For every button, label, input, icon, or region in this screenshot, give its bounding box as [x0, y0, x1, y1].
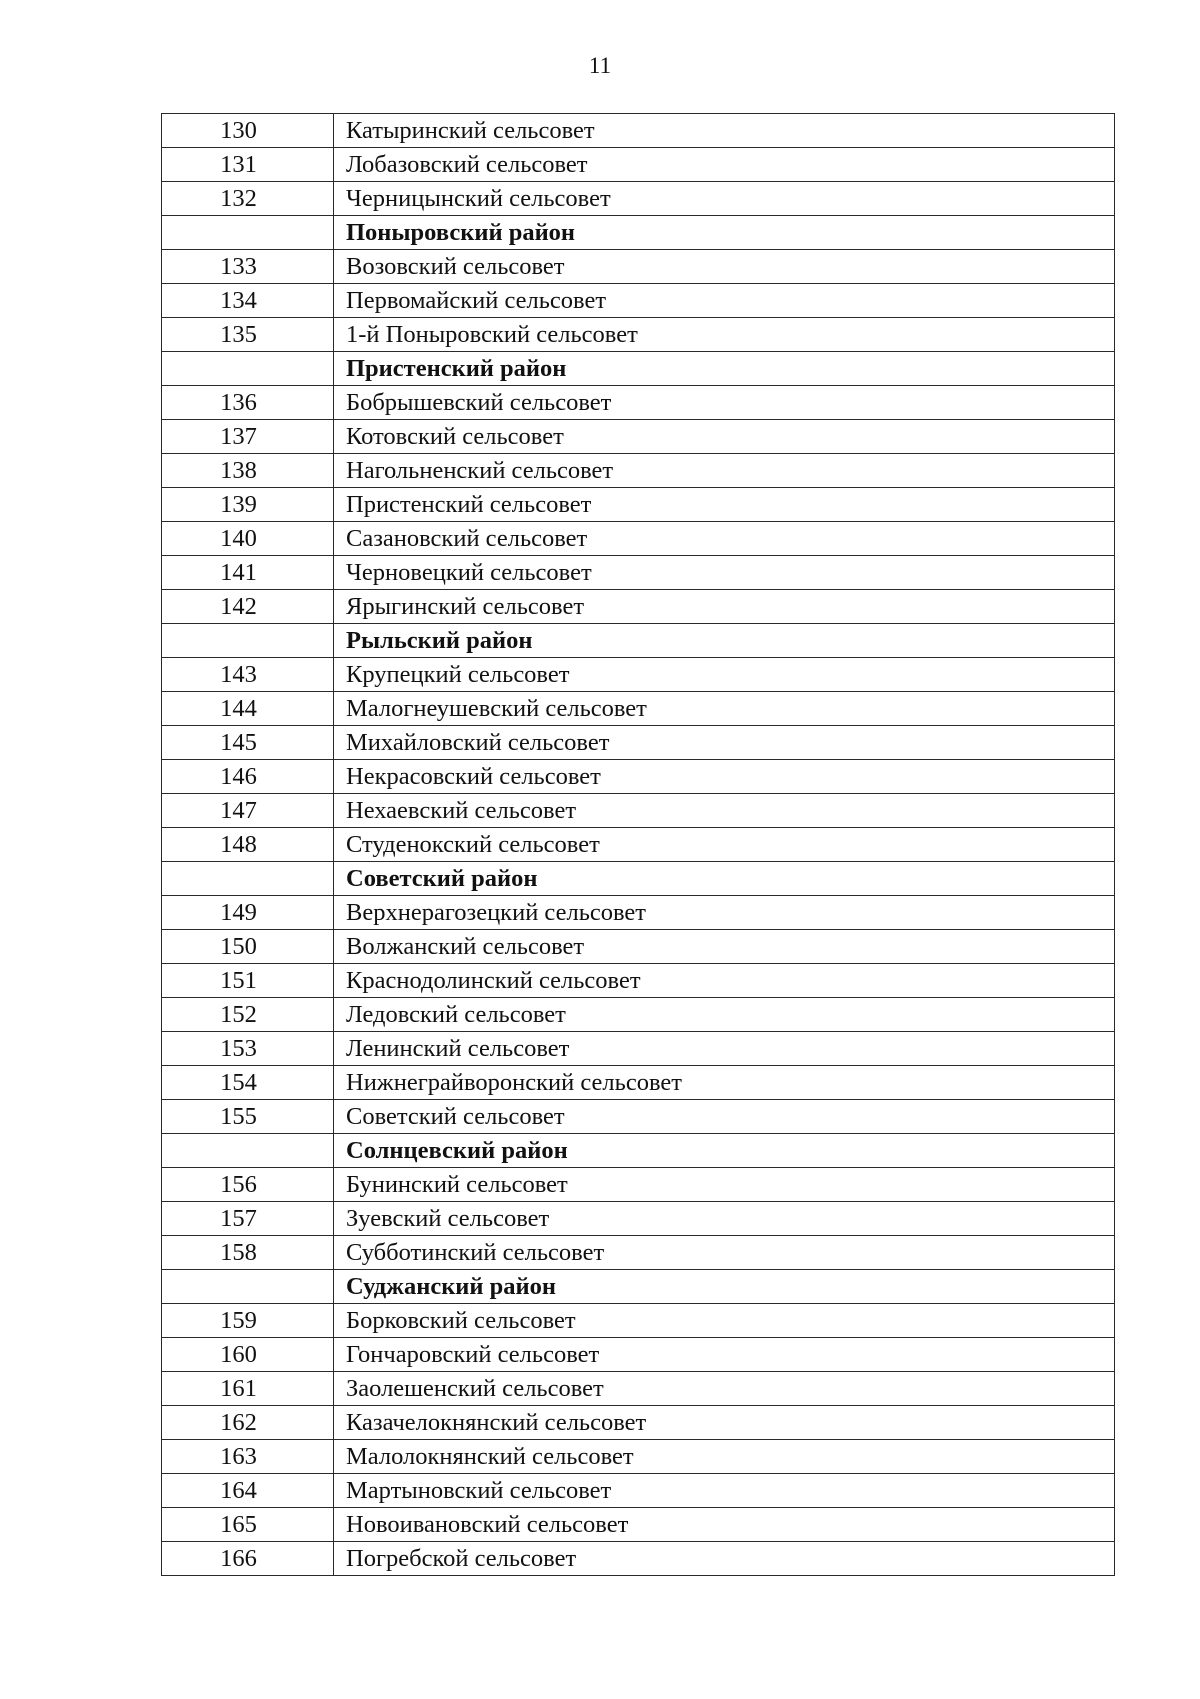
table-row [162, 1202, 1115, 1236]
table-row [162, 420, 1115, 454]
settlement-name-cell: Лобазовский сельсовет [334, 148, 1115, 182]
row-number-cell: 152 [162, 998, 334, 1032]
settlement-name-cell: Зуевский сельсовет [334, 1202, 1115, 1236]
table-row [162, 1100, 1115, 1134]
table-row [162, 1440, 1115, 1474]
row-number-cell: 163 [162, 1440, 334, 1474]
settlement-name-cell: Малолокнянский сельсовет [334, 1440, 1115, 1474]
row-number-cell: 153 [162, 1032, 334, 1066]
table-row [162, 794, 1115, 828]
settlement-name-cell: Гончаровский сельсовет [334, 1338, 1115, 1372]
row-number-cell [162, 1270, 334, 1304]
row-number-cell: 151 [162, 964, 334, 998]
row-number-cell: 166 [162, 1542, 334, 1576]
settlement-name-cell: Субботинский сельсовет [334, 1236, 1115, 1270]
table-row [162, 1032, 1115, 1066]
document-table-container [161, 113, 1114, 1576]
settlement-name-cell: Казачелокнянский сельсовет [334, 1406, 1115, 1440]
settlement-name-cell: Возовский сельсовет [334, 250, 1115, 284]
row-number-cell [162, 216, 334, 250]
row-number-cell: 134 [162, 284, 334, 318]
table-row [162, 1508, 1115, 1542]
settlement-name-cell: Нижнеграйворонский сельсовет [334, 1066, 1115, 1100]
table-row [162, 590, 1115, 624]
row-number-cell [162, 862, 334, 896]
settlement-name-cell: Бобрышевский сельсовет [334, 386, 1115, 420]
district-header-row [162, 862, 1115, 896]
table-row [162, 1338, 1115, 1372]
row-number-cell: 140 [162, 522, 334, 556]
table-row [162, 1474, 1115, 1508]
row-number-cell: 144 [162, 692, 334, 726]
settlement-name-cell: Сазановский сельсовет [334, 522, 1115, 556]
table-row [162, 658, 1115, 692]
row-number-cell: 138 [162, 454, 334, 488]
row-number-cell: 159 [162, 1304, 334, 1338]
table-row [162, 896, 1115, 930]
row-number-cell: 141 [162, 556, 334, 590]
row-number-cell: 146 [162, 760, 334, 794]
row-number-cell: 133 [162, 250, 334, 284]
row-number-cell: 131 [162, 148, 334, 182]
row-number-cell: 162 [162, 1406, 334, 1440]
table-row [162, 1372, 1115, 1406]
municipalities-table [161, 113, 1115, 1576]
settlement-name-cell: Котовский сельсовет [334, 420, 1115, 454]
row-number-cell: 136 [162, 386, 334, 420]
settlement-name-cell: Бунинский сельсовет [334, 1168, 1115, 1202]
settlement-name-cell: Некрасовский сельсовет [334, 760, 1115, 794]
row-number-cell: 150 [162, 930, 334, 964]
district-header-row [162, 1134, 1115, 1168]
district-header-row [162, 624, 1115, 658]
row-number-cell: 165 [162, 1508, 334, 1542]
row-number-cell: 137 [162, 420, 334, 454]
settlement-name-cell: Пристенский сельсовет [334, 488, 1115, 522]
table-row [162, 386, 1115, 420]
row-number-cell: 154 [162, 1066, 334, 1100]
table-row [162, 930, 1115, 964]
table-row [162, 692, 1115, 726]
row-number-cell: 157 [162, 1202, 334, 1236]
table-row [162, 182, 1115, 216]
settlement-name-cell: Черновецкий сельсовет [334, 556, 1115, 590]
settlement-name-cell: Катыринский сельсовет [334, 114, 1115, 148]
settlement-name-cell: 1-й Поныровский сельсовет [334, 318, 1115, 352]
settlement-name-cell: Краснодолинский сельсовет [334, 964, 1115, 998]
settlement-name-cell: Малогнеушевский сельсовет [334, 692, 1115, 726]
row-number-cell: 142 [162, 590, 334, 624]
settlement-name-cell: Ледовский сельсовет [334, 998, 1115, 1032]
district-name-cell: Рыльский район [334, 624, 1115, 658]
settlement-name-cell: Черницынский сельсовет [334, 182, 1115, 216]
row-number-cell: 156 [162, 1168, 334, 1202]
district-header-row [162, 216, 1115, 250]
settlement-name-cell: Борковский сельсовет [334, 1304, 1115, 1338]
table-row [162, 828, 1115, 862]
settlement-name-cell: Ярыгинский сельсовет [334, 590, 1115, 624]
row-number-cell: 143 [162, 658, 334, 692]
district-name-cell: Поныровский район [334, 216, 1115, 250]
row-number-cell: 158 [162, 1236, 334, 1270]
row-number-cell [162, 1134, 334, 1168]
table-row [162, 1066, 1115, 1100]
settlement-name-cell: Погребской сельсовет [334, 1542, 1115, 1576]
settlement-name-cell: Студенокский сельсовет [334, 828, 1115, 862]
settlement-name-cell: Первомайский сельсовет [334, 284, 1115, 318]
row-number-cell: 149 [162, 896, 334, 930]
row-number-cell: 155 [162, 1100, 334, 1134]
settlement-name-cell: Крупецкий сельсовет [334, 658, 1115, 692]
table-row [162, 318, 1115, 352]
table-row [162, 148, 1115, 182]
row-number-cell: 160 [162, 1338, 334, 1372]
row-number-cell: 148 [162, 828, 334, 862]
table-row [162, 522, 1115, 556]
district-header-row [162, 352, 1115, 386]
table-body [162, 114, 1115, 1576]
settlement-name-cell: Мартыновский сельсовет [334, 1474, 1115, 1508]
district-name-cell: Солнцевский район [334, 1134, 1115, 1168]
row-number-cell: 147 [162, 794, 334, 828]
row-number-cell: 135 [162, 318, 334, 352]
table-row [162, 454, 1115, 488]
table-row [162, 998, 1115, 1032]
settlement-name-cell: Нагольненский сельсовет [334, 454, 1115, 488]
settlement-name-cell: Заолешенский сельсовет [334, 1372, 1115, 1406]
table-row [162, 488, 1115, 522]
district-name-cell: Советский район [334, 862, 1115, 896]
row-number-cell: 161 [162, 1372, 334, 1406]
settlement-name-cell: Михайловский сельсовет [334, 726, 1115, 760]
district-name-cell: Суджанский район [334, 1270, 1115, 1304]
row-number-cell [162, 352, 334, 386]
settlement-name-cell: Ленинский сельсовет [334, 1032, 1115, 1066]
table-row [162, 556, 1115, 590]
row-number-cell: 145 [162, 726, 334, 760]
page-number: 11 [588, 53, 612, 78]
settlement-name-cell: Советский сельсовет [334, 1100, 1115, 1134]
row-number-cell: 130 [162, 114, 334, 148]
table-row [162, 114, 1115, 148]
table-row [162, 726, 1115, 760]
table-row [162, 964, 1115, 998]
district-header-row [162, 1270, 1115, 1304]
settlement-name-cell: Нехаевский сельсовет [334, 794, 1115, 828]
table-row [162, 1304, 1115, 1338]
table-row [162, 1542, 1115, 1576]
settlement-name-cell: Верхнерагозецкий сельсовет [334, 896, 1115, 930]
district-name-cell: Пристенский район [334, 352, 1115, 386]
table-row [162, 284, 1115, 318]
settlement-name-cell: Новоивановский сельсовет [334, 1508, 1115, 1542]
settlement-name-cell: Волжанский сельсовет [334, 930, 1115, 964]
table-row [162, 1168, 1115, 1202]
table-row [162, 760, 1115, 794]
table-row [162, 1236, 1115, 1270]
row-number-cell: 164 [162, 1474, 334, 1508]
table-row [162, 1406, 1115, 1440]
table-row [162, 250, 1115, 284]
row-number-cell: 139 [162, 488, 334, 522]
row-number-cell: 132 [162, 182, 334, 216]
row-number-cell [162, 624, 334, 658]
